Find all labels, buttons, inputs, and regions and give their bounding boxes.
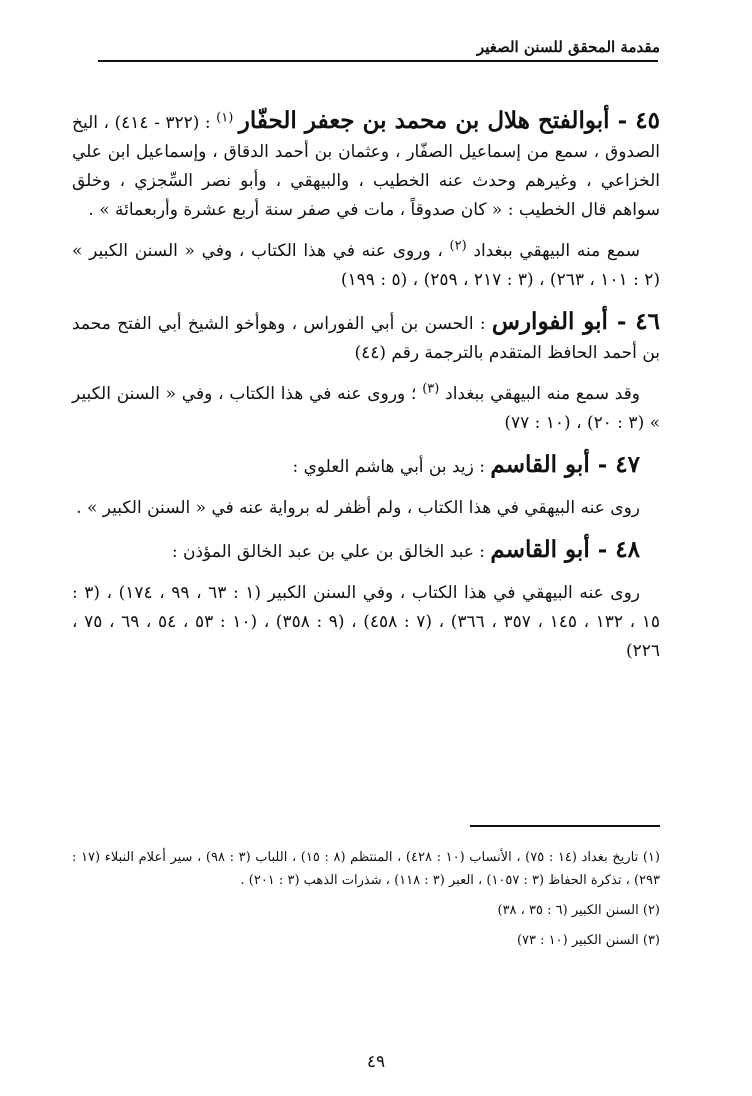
- footnote-reference[interactable]: (٢): [449, 238, 467, 254]
- footnote-rule: [470, 825, 660, 827]
- running-header: مقدمة المحقق للسنن الصغير: [476, 38, 660, 56]
- body-text: [72, 106, 660, 678]
- footnote-1: (١) تاريخ بغداد (١٤ : ٧٥) ، الأنساب (١٠ : ٤٢٨) ، المنتظم (٨ : ١٥) ، اللباب (٣ : ٩٨) ، سير أعلام النبلاء (١٧ : ٢٩٣) ، تذكرة الحفاظ (٣ : ١٠٥٧) ، العبر (٣ : ١١٨) ، شذرات الذهب (٣ : ٢٠١) .: [72, 850, 660, 888]
- entry-47: [72, 450, 660, 482]
- entry-note: [72, 237, 660, 295]
- footnote-3: (٣) السنن الكبير (١٠ : ٧٣): [516, 933, 660, 948]
- entry-note-text: ، وروى عنه في هذا الكتاب ، وفي « السنن الكبير » (٢ : ١٠١ ، ٢٦٣) ، (٣ : ٢١٧ ، ٢٥٩) ، (٥ : ١٩٩): [72, 241, 660, 290]
- entry-text: : عبد الخالق بن علي بن عبد الخالق المؤذن :: [171, 542, 485, 562]
- entry-note-lead: سمع منه البيهقي ببغداد: [473, 241, 640, 261]
- header-rule: [98, 60, 658, 62]
- entry-text: : الحسن بن أبي الفوراس ، وهوأخو الشيخ أبي الفتح محمد بن أحمد الحافظ المتقدم بالترجمة رقم (٤٤): [72, 314, 660, 363]
- entry-note: [72, 494, 660, 523]
- entry-note: [72, 380, 660, 438]
- entry-text: : زيد بن أبي هاشم العلوي :: [292, 457, 485, 477]
- footnote-reference[interactable]: (٣): [422, 381, 440, 397]
- footnotes: [72, 846, 660, 959]
- footnote-reference[interactable]: (١): [216, 110, 234, 126]
- entry-note-text: ؛ وروى عنه في هذا الكتاب ، وفي « السنن الكبير » (٣ : ٢٠) ، (١٠ : ٧٧): [72, 384, 660, 433]
- entry-note-lead: وقد سمع منه البيهقي ببغداد: [445, 384, 640, 404]
- entry-text: : (٣٢٢ - ٤١٤) ، اليخ الصدوق ، سمع من إسماعيل الصفّار ، وعثمان بن أحمد الدقاق ، وإسماعيل ابن علي الخزاعي ، وغيرهم وحدث عنه الخطيب ، والبيهقي ، وأبو نصر السِّجزي ، وخلق سواهم قال الخطيب : « كان صدوقاً ، مات في صفر سنة أربع عشرة وأربعمائة » .: [72, 113, 660, 220]
- entry-46: [72, 307, 660, 368]
- page-number: ٤٩: [366, 1052, 386, 1072]
- entry-heading: ٤٦ - أبو الفوارس: [491, 308, 660, 335]
- entry-note: [72, 579, 660, 666]
- entry-note-text: روى عنه البيهقي في هذا الكتاب ، وفي السنن الكبير (١ : ٦٣ ، ٩٩ ، ١٧٤) ، (٣ : ١٥ ، ١٣٢ ، ١٤٥ ، ٣٥٧ ، ٣٦٦) ، (٧ : ٤٥٨) ، (٩ : ٣٥٨) ، (١٠ : ٥٣ ، ٥٤ ، ٦٩ ، ٧٥ ، ٢٢٦): [72, 583, 661, 661]
- entry-heading: ٤٥ - أبوالفتح هلال بن محمد بن جعفر الحفّار: [238, 107, 660, 134]
- entry-heading: ٤٨ - أبو القاسم: [490, 536, 640, 563]
- entry-heading: ٤٧ - أبو القاسم: [490, 451, 640, 478]
- entry-45: [72, 106, 660, 225]
- footnote-2: (٢) السنن الكبير (٦ : ٣٥ ، ٣٨): [497, 903, 660, 918]
- entry-48: [72, 535, 660, 567]
- entry-note-text: روى عنه البيهقي في هذا الكتاب ، ولم أظفر له برواية عنه في « السنن الكبير » .: [76, 498, 640, 518]
